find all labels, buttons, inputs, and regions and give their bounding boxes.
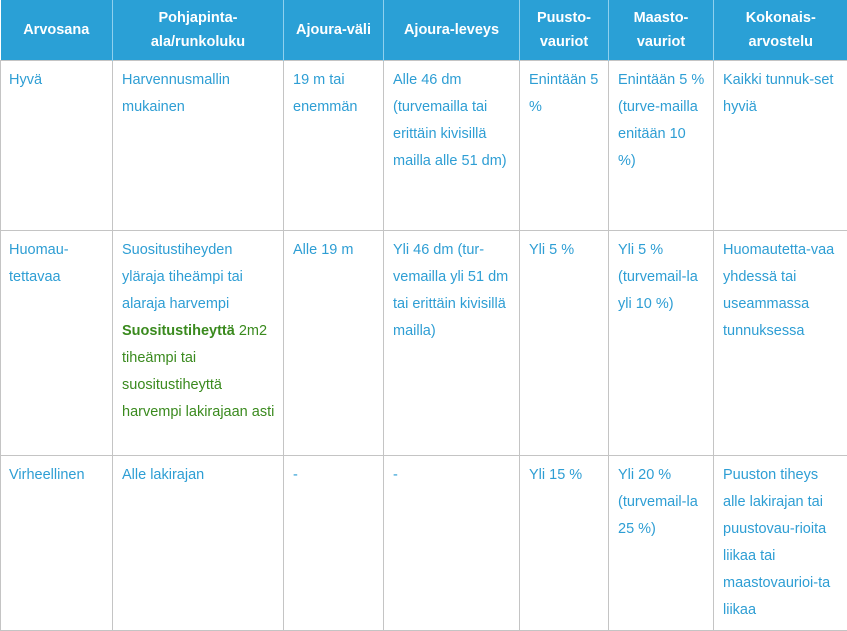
table-row	[1, 456, 847, 631]
header-row	[1, 0, 847, 61]
cell-terrain-damage: Yli 20 % (turvemail-la 25 %)	[609, 456, 714, 631]
header-grade: Arvosana	[1, 0, 113, 61]
cell-strip-width: Alle 46 dm (turvemailla tai erittäin kivisillä mailla alle 51 dm)	[384, 61, 520, 231]
cell-terrain-damage: Enintään 5 % (turve-mailla enitään 10 %)	[609, 61, 714, 231]
header-terrain-damage: Maasto-vauriot	[609, 0, 714, 61]
cell-strip-width: Yli 46 dm (tur-vemailla yli 51 dm tai erittäin kivisillä mailla)	[384, 231, 520, 456]
cell-strip-spacing: Alle 19 m	[284, 231, 384, 456]
cell-basal-area: Alle lakirajan	[113, 456, 284, 631]
cell-basal-area: Harvennusmallin mukainen	[113, 61, 284, 231]
cell-stand-damage: Enintään 5 %	[520, 61, 609, 231]
basal-area-emphasis: Suositustiheyttä	[122, 323, 235, 339]
cell-overall: Puuston tiheys alle lakirajan tai puustovau-rioita liikaa tai maastovaurioi-ta liikaa	[714, 456, 847, 631]
basal-area-note: 2m2 tiheämpi tai suositustiheyttä harvempi lakirajaan asti	[122, 323, 274, 420]
header-basal-area: Pohjapinta-ala/runkoluku	[113, 0, 284, 61]
cell-overall: Kaikki tunnuk-set hyviä	[714, 61, 847, 231]
header-strip-width: Ajoura-leveys	[384, 0, 520, 61]
header-stand-damage: Puusto-vauriot	[520, 0, 609, 61]
cell-strip-spacing: 19 m tai enemmän	[284, 61, 384, 231]
cell-overall: Huomautetta-vaa yhdessä tai useammassa tunnuksessa	[714, 231, 847, 456]
table-row	[1, 61, 847, 231]
cell-grade: Hyvä	[1, 61, 113, 231]
cell-terrain-damage: Yli 5 % (turvemail-la yli 10 %)	[609, 231, 714, 456]
header-overall: Kokonais-arvostelu	[714, 0, 847, 61]
cell-stand-damage: Yli 15 %	[520, 456, 609, 631]
table-row	[1, 231, 847, 456]
cell-strip-width: -	[384, 456, 520, 631]
cell-strip-spacing: -	[284, 456, 384, 631]
cell-basal-area	[113, 231, 284, 456]
cell-stand-damage: Yli 5 %	[520, 231, 609, 456]
cell-grade: Huomau-tettavaa	[1, 231, 113, 456]
basal-area-text: Suositustiheyden yläraja tiheämpi tai alaraja harvempi	[122, 242, 243, 312]
header-strip-spacing: Ajoura-väli	[284, 0, 384, 61]
cell-grade: Virheellinen	[1, 456, 113, 631]
